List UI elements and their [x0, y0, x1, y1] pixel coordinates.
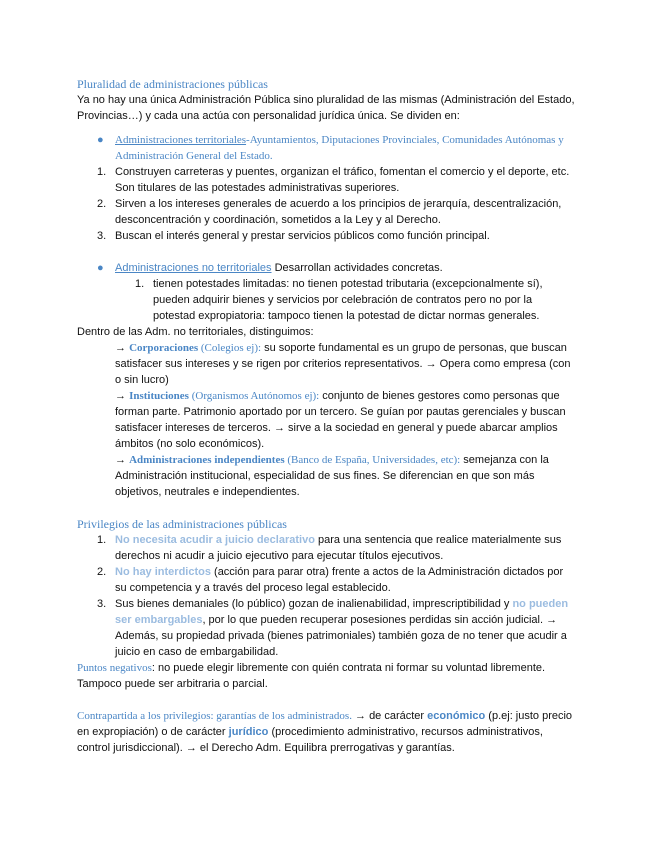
list-item — [77, 276, 577, 324]
term-juridico: jurídico — [228, 726, 269, 738]
contrapartida-text-1: → de carácter — [351, 710, 428, 722]
list-item-text: para una sentencia que realice materialmente sus derechos ni acudir a juicio ejecutivo para ejecutar títulos ejecutivos. — [115, 534, 562, 562]
corporaciones-text: su soporte fundamental es un grupo de personas, que buscan satisfacer sus intereses y se rigen por criterios representativos. → Opera como empresa (con o sin lucro) — [115, 342, 571, 386]
section-heading-privilegios: Privilegios de las administraciones públicas — [77, 517, 287, 531]
list-item-text: Construyen carreteras y puentes, organizan el tráfico, fomentan el comercio y el deporte, etc. Son titulares de las potestades administrativas superiores. — [115, 166, 570, 194]
contrapartida-paragraph — [77, 708, 577, 756]
list-item-text: Sirven a los intereses generales de acuerdo a los principios de jerarquía, descentralización, desconcentración y coordinación, sometidos a la Ley y al Derecho. — [115, 198, 562, 226]
list-item — [77, 564, 577, 596]
privilege-highlight: No necesita acudir a juicio declarativo — [115, 534, 315, 546]
section-heading-pluralidad: Pluralidad de administraciones públicas — [77, 77, 268, 91]
list-number: 1. — [97, 166, 107, 178]
independientes-text: semejanza con la Administración institucional, especialidad de sus fines. Se diferencian en que son más objetivos, neutrales e independientes. — [115, 454, 549, 498]
list-item — [77, 164, 577, 196]
list-item — [77, 196, 577, 228]
contrapartida-text-2: (p.ej: justo precio en expropiación) o de carácter — [77, 710, 573, 738]
list-item — [77, 532, 577, 564]
term-economico: económico — [427, 710, 486, 722]
list-item-text: Buscan el interés general y prestar servicios públicos como función principal. — [115, 230, 490, 242]
puntos-negativos-text: : no puede elegir libremente con quién contrata ni formar su voluntad libremente. Tampoco puede ser arbitraria o parcial. — [77, 662, 546, 690]
bullet-dot-icon: ● — [97, 262, 104, 274]
document-page — [77, 76, 577, 756]
list-number: 2. — [97, 198, 107, 210]
no-territoriales-desc: Desarrollan actividades concretas. — [271, 262, 443, 274]
privilege-highlight: No hay interdictos — [115, 566, 211, 578]
list-number: 3. — [97, 598, 107, 610]
puntos-negativos-paragraph — [77, 660, 577, 692]
arrow: → — [115, 454, 130, 466]
arrow: → — [115, 390, 130, 402]
arrow: → — [115, 342, 130, 354]
list-number: 2. — [97, 566, 107, 578]
link-administraciones-territoriales[interactable]: Administraciones territoriales — [115, 134, 247, 146]
corporaciones-paragraph — [77, 340, 577, 388]
list-item-text: tienen potestades limitadas: no tienen potestad tributaria (excepcionalmente sí), pueden adquirir bienes y servicios por celebración de contratos pero no por la potestad expropiatoria: tampoco tienen la potestad de dictar normas generales. — [153, 278, 543, 322]
privilege-highlight: no pueden ser embargables — [115, 598, 569, 626]
link-administraciones-no-territoriales[interactable]: Administraciones no territoriales — [115, 262, 272, 274]
list-number: 3. — [97, 230, 107, 242]
corporaciones-example: (Colegios ej): — [198, 342, 262, 354]
instituciones-example: (Organismos Autónomos ej): — [188, 390, 320, 402]
independientes-example: (Banco de España, Universidades, etc): — [284, 454, 461, 466]
list-number: 1. — [97, 534, 107, 546]
term-administraciones-independientes: Administraciones independientes — [129, 454, 285, 466]
instituciones-paragraph — [77, 388, 577, 452]
list-item-text: (acción para parar otra) frente a actos de la Administración dictados por su competencia y a través del proceso legal establecido. — [115, 566, 564, 594]
bullet-no-territoriales — [77, 260, 577, 276]
term-corporaciones: Corporaciones — [129, 342, 199, 354]
contrapartida-text-3: (procedimiento administrativo, recursos administrativos, control jurisdiccional). → el Derecho Adm. Equilibra prerrogativas y garantías. — [77, 726, 543, 754]
list-item — [77, 596, 577, 660]
list-item-pre: Sus bienes demaniales (lo público) gozan de inalienabilidad, imprescriptibilidad y — [115, 598, 513, 610]
dentro-paragraph: Dentro de las Adm. no territoriales, distinguimos: — [77, 326, 314, 338]
territoriales-examples: -Ayuntamientos, Diputaciones Provinciales, Comunidades Autónomas y Administración General del Estado. — [115, 134, 564, 162]
puntos-negativos-label: Puntos negativos — [77, 662, 152, 674]
list-item — [77, 228, 577, 244]
list-number: 1. — [135, 278, 145, 290]
instituciones-text: conjunto de bienes gestores como personas que forman parte. Patrimonio aportado por un tercero. Se guían por pautas gerenciales y buscan satisfacer intereses de terceros. → sirve a la sociedad en general y puede abarcar amplios ámbitos (no solo económicos). — [115, 390, 566, 450]
independientes-paragraph — [77, 452, 577, 500]
term-instituciones: Instituciones — [129, 390, 189, 402]
list-item-text: , por lo que pueden recuperar posesiones perdidas sin acción judicial. → Además, su propiedad privada (bienes patrimoniales) también goza de no tener que acudir a juicio en caso de embargabilidad. — [115, 614, 567, 658]
bullet-dot-icon: ● — [97, 134, 104, 146]
intro-paragraph: Ya no hay una única Administración Pública sino pluralidad de las mismas (Administración del Estado, Provincias…) y cada una actúa con personalidad jurídica única. Se dividen en: — [77, 94, 575, 122]
contrapartida-label: Contrapartida a los privilegios: garantías de los administrados. — [77, 710, 352, 722]
bullet-territoriales — [77, 132, 577, 164]
